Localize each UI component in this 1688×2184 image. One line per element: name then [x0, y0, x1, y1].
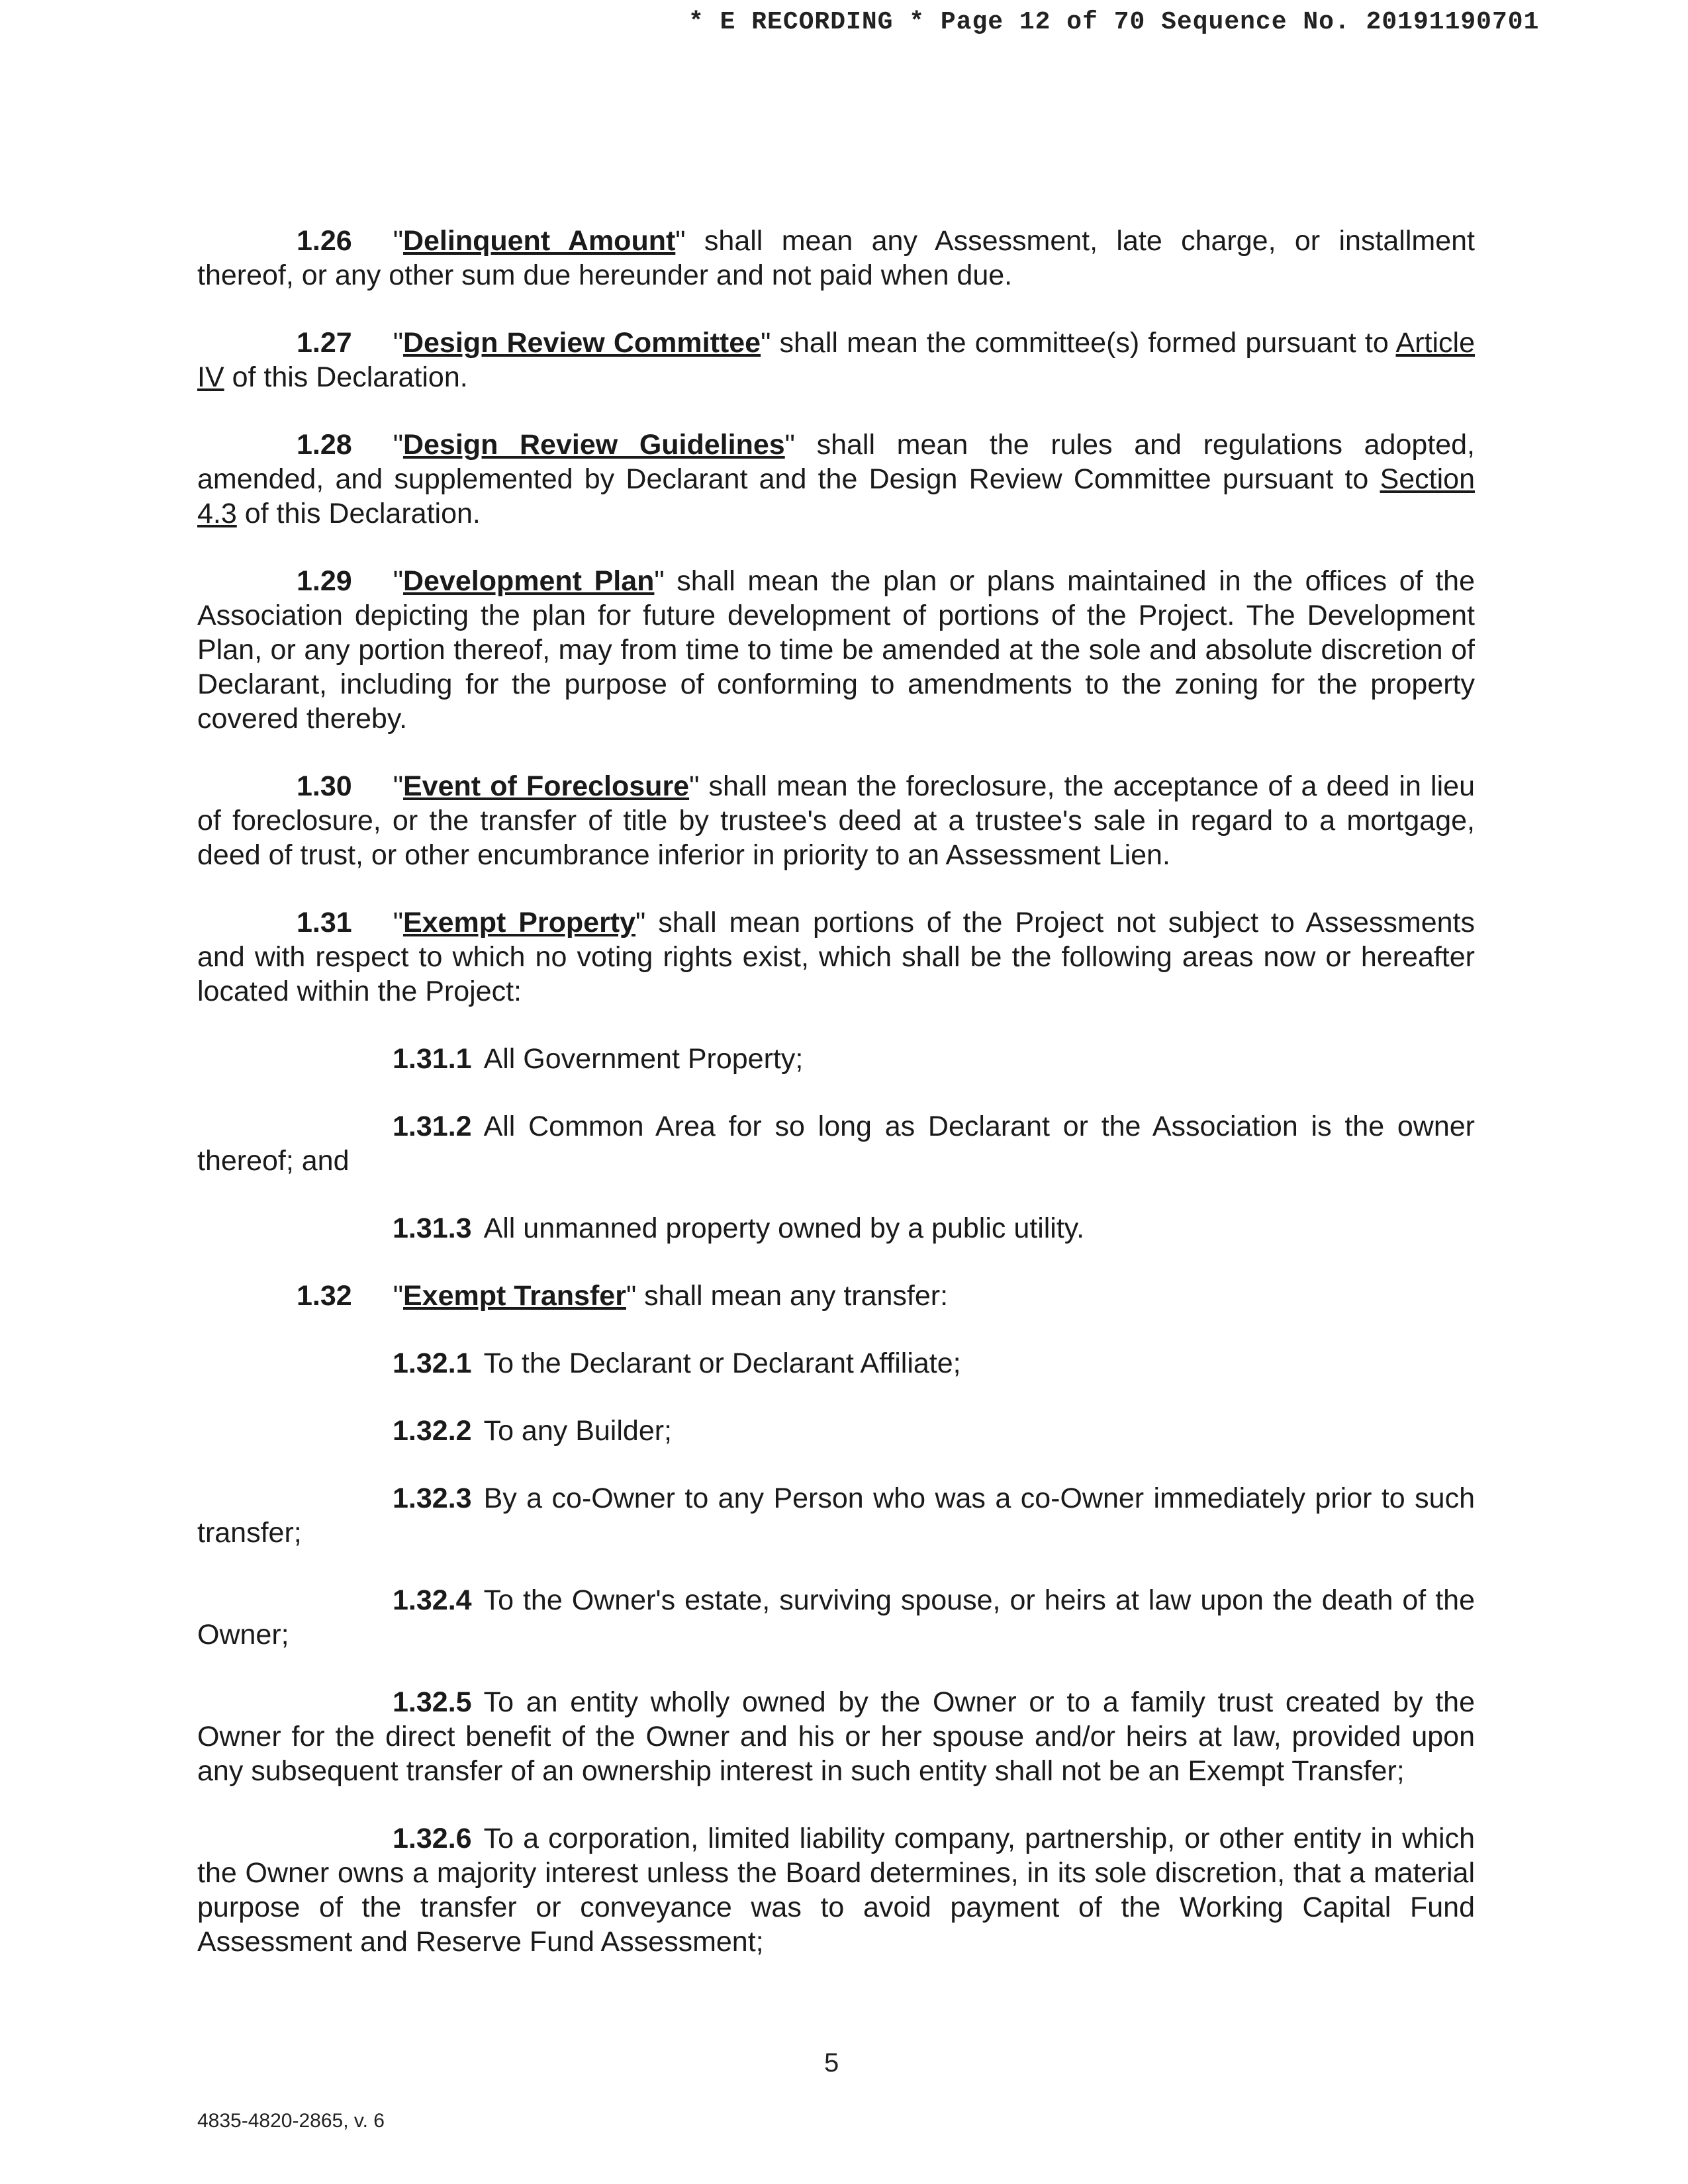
- section-number: 1.31.1: [393, 1043, 472, 1075]
- section-number: 1.32.1: [393, 1347, 472, 1379]
- section-number: 1.32.4: [393, 1584, 472, 1616]
- section-number: 1.32.5: [393, 1686, 472, 1718]
- section-number: 1.31.3: [393, 1212, 472, 1244]
- section-1-28: 1.28 "Design Review Guidelines" shall mean the rules and regulations adopted, amended, and supplemented by Declarant and the Design Review Committee pursuant to Section 4.3 of this Declaration.: [197, 429, 1475, 529]
- page-number: 5: [824, 2048, 839, 2077]
- section-1-31-1: [197, 1042, 1475, 1076]
- section-text: By a co-Owner to any Person who was a co-Owner immediately prior to such transfer;: [197, 1482, 1475, 1549]
- section-number: 1.32.3: [393, 1482, 472, 1514]
- section-text: " shall mean any transfer:: [626, 1280, 949, 1312]
- defined-term: Design Review Guidelines: [402, 429, 785, 461]
- section-1-32: 1.32 "Exempt Transfer" shall mean any transfer:: [297, 1280, 949, 1312]
- section-text: " shall mean the foreclosure, the acceptance of a deed in lieu of foreclosure, or the transfer of title by trustee's deed at a trustee's sale in regard to a mortgage, deed of trust, or other encumbrance inferior in priority to an Assessment Lien.: [197, 770, 1475, 871]
- section-number: 1.32: [297, 1280, 352, 1312]
- recording-header: * E RECORDING * Page 12 of 70 Sequence No. 20191190701: [688, 8, 1540, 36]
- section-number: 1.31: [297, 907, 352, 938]
- section-text: " shall mean portions of the Project not subject to Assessments and with respect to which no voting rights exist, which shall be the following areas now or hereafter located within the Project:: [197, 907, 1476, 1007]
- section-1-26: 1.26 "Delinquent Amount" shall mean any Assessment, late charge, or installment thereof, or any other sum due hereunder and not paid when due.: [197, 225, 1475, 291]
- section-number: 1.30: [297, 770, 352, 802]
- defined-term: Exempt Property: [402, 907, 636, 938]
- section-text: All Common Area for so long as Declarant or the Association is the owner thereof; and: [197, 1111, 1475, 1177]
- defined-term: Event of Foreclosure: [402, 770, 690, 802]
- section-1-31-3: [197, 1211, 1475, 1246]
- section-text: To an entity wholly owned by the Owner or to a family trust created by the Owner for the direct benefit of the Owner and his or her spouse and/or heirs at law, provided upon any subsequent transfer of an ownership interest in such entity shall not be an Exempt Transfer;: [197, 1686, 1475, 1787]
- defined-term: Design Review Committee: [402, 327, 761, 359]
- defined-term: Delinquent Amount: [402, 225, 676, 257]
- section-number: 1.32.2: [393, 1415, 472, 1447]
- section-1-27: 1.27 "Design Review Committee" shall mean the committee(s) formed pursuant to Article IV of this Declaration.: [197, 327, 1475, 393]
- section-text: All Government Property;: [483, 1043, 804, 1075]
- section-text-tail: of this Declaration.: [224, 361, 468, 393]
- section-number: 1.29: [297, 565, 352, 597]
- section-text: To a corporation, limited liability company, partnership, or other entity in which the Owner owns a majority interest unless the Board determines, in its sole discretion, that a material purpose of the transfer or conveyance was to avoid payment of the Working Capital Fund Assessment and Reserve Fund Assessment;: [197, 1823, 1475, 1958]
- section-1-30: 1.30 "Event of Foreclosure" shall mean the foreclosure, the acceptance of a deed in lieu of foreclosure, or the transfer of title by trustee's deed at a trustee's sale in regard to a mortgage, deed of trust, or other encumbrance inferior in priority to an Assessment Lien.: [197, 770, 1475, 871]
- document-body: [197, 224, 1475, 1992]
- section-text: " shall mean the rules and regulations adopted, amended, and supplemented by Declarant and the Design Review Committee pursuant to: [197, 429, 1475, 495]
- section-1-32-4: [197, 1583, 1475, 1652]
- section-text: " shall mean the plan or plans maintained in the offices of the Association depicting the plan for future development of portions of the Project. The Development Plan, or any portion thereof, may from time to time be amended at the sole and absolute discretion of Declarant, including for the purpose of conforming to amendments to the zoning for the property covered thereby.: [197, 565, 1476, 735]
- article-reference: Article IV: [197, 327, 1475, 393]
- section-text: To the Owner's estate, surviving spouse, or heirs at law upon the death of the Owner;: [197, 1584, 1475, 1651]
- section-text-tail: of this Declaration.: [236, 498, 481, 529]
- section-1-31-2: [197, 1109, 1475, 1178]
- section-1-32-3: [197, 1481, 1475, 1550]
- section-text: To the Declarant or Declarant Affiliate;: [483, 1347, 961, 1379]
- section-number: 1.32.6: [393, 1823, 472, 1854]
- section-number: 1.27: [297, 327, 352, 359]
- section-number: 1.31.2: [393, 1111, 472, 1142]
- document-id: 4835-4820-2865, v. 6: [197, 2110, 385, 2132]
- section-text: To any Builder;: [483, 1415, 672, 1447]
- section-reference: Section 4.3: [197, 463, 1475, 529]
- section-1-29: 1.29 "Development Plan" shall mean the plan or plans maintained in the offices of the Association depicting the plan for future development of portions of the Project. The Development Plan, or any portion thereof, may from time to time be amended at the sole and absolute discretion of Declarant, including for the purpose of conforming to amendments to the zoning for the property covered thereby.: [197, 565, 1476, 735]
- section-text: All unmanned property owned by a public utility.: [483, 1212, 1085, 1244]
- section-text: " shall mean the committee(s) formed pursuant to: [761, 327, 1396, 359]
- section-1-31: 1.31 "Exempt Property" shall mean portions of the Project not subject to Assessments and with respect to which no voting rights exist, which shall be the following areas now or hereafter located within the Project:: [197, 907, 1476, 1007]
- section-number: 1.26: [297, 225, 352, 257]
- defined-term: Exempt Transfer: [402, 1280, 626, 1312]
- section-text: " shall mean any Assessment, late charge, or installment thereof, or any other sum due hereunder and not paid when due.: [197, 225, 1475, 291]
- section-1-32-1: [197, 1346, 1475, 1381]
- section-1-32-6: [197, 1821, 1475, 1959]
- section-1-32-2: [197, 1414, 1475, 1448]
- defined-term: Development Plan: [402, 565, 655, 597]
- section-number: 1.28: [297, 429, 352, 461]
- section-1-32-5: [197, 1685, 1475, 1788]
